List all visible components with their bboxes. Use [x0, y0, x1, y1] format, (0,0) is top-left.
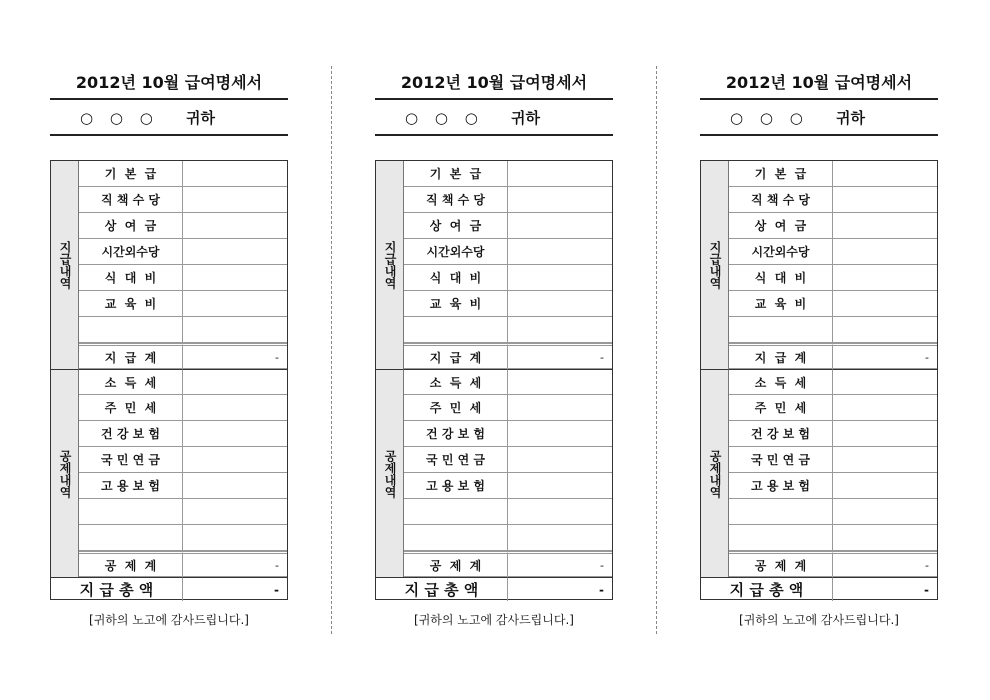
deduction-subtotal-label: 공 제 계 [729, 551, 833, 577]
title-rule [50, 98, 288, 100]
title-rule [375, 98, 613, 100]
deduction-subtotal-amount: - [508, 551, 612, 577]
deduction-item-amount[interactable] [183, 447, 287, 473]
deduction-item-label [79, 499, 183, 525]
deduction-item-amount[interactable] [508, 395, 612, 421]
payment-item-label: 식 대 비 [404, 265, 508, 291]
deduction-item-amount[interactable] [508, 447, 612, 473]
payment-item-amount[interactable] [508, 187, 612, 213]
deduction-item-amount[interactable] [183, 473, 287, 499]
deduction-item-amount[interactable] [183, 499, 287, 525]
payment-item-label: 시간외수당 [404, 239, 508, 265]
deduction-section-label: 공제내역 [51, 369, 79, 577]
deduction-item-label: 국 민 연 금 [729, 447, 833, 473]
net-pay-amount: - [833, 577, 937, 601]
payment-item-amount[interactable] [508, 265, 612, 291]
recipient-name: ○ ○ ○ [405, 109, 484, 127]
deduction-item-label [729, 525, 833, 551]
recipient-name: ○ ○ ○ [730, 109, 809, 127]
payment-item-label: 식 대 비 [729, 265, 833, 291]
payment-item-amount[interactable] [183, 265, 287, 291]
deduction-item-label [404, 499, 508, 525]
payment-item-amount[interactable] [833, 265, 937, 291]
deduction-item-label: 건 강 보 험 [404, 421, 508, 447]
payslip-title: 2012년 10월 급여명세서 [725, 73, 913, 92]
payment-item-label: 기 본 급 [404, 161, 508, 187]
payment-item-amount[interactable] [183, 161, 287, 187]
payment-item-label: 시간외수당 [729, 239, 833, 265]
payment-item-label [729, 317, 833, 343]
recipient-suffix: 귀하 [511, 109, 540, 127]
deduction-section-label: 공제내역 [376, 369, 404, 577]
deduction-item-label: 고 용 보 험 [729, 473, 833, 499]
thank-you-note: [귀하의 노고에 감사드립니다.] [414, 613, 574, 627]
payment-section-label: 지급내역 [376, 161, 404, 369]
payment-item-label: 상 여 금 [404, 213, 508, 239]
recipient-rule [700, 134, 938, 136]
deduction-item-amount[interactable] [833, 369, 937, 395]
payment-item-amount[interactable] [833, 291, 937, 317]
payment-item-amount[interactable] [183, 291, 287, 317]
deduction-item-label: 고 용 보 험 [404, 473, 508, 499]
payment-item-amount[interactable] [508, 161, 612, 187]
payment-item-amount[interactable] [508, 239, 612, 265]
recipient-name: ○ ○ ○ [80, 109, 159, 127]
net-pay-label: 지 급 총 액 [376, 577, 508, 601]
payment-item-label: 상 여 금 [729, 213, 833, 239]
payment-item-label: 상 여 금 [79, 213, 183, 239]
deduction-item-amount[interactable] [183, 369, 287, 395]
payslip-title: 2012년 10월 급여명세서 [75, 73, 263, 92]
deduction-item-amount[interactable] [183, 421, 287, 447]
payslip-table [50, 160, 288, 600]
payment-item-amount[interactable] [508, 213, 612, 239]
payment-subtotal-label: 지 급 계 [79, 343, 183, 369]
payment-item-label: 교 육 비 [79, 291, 183, 317]
payment-item-amount[interactable] [833, 187, 937, 213]
deduction-item-amount[interactable] [833, 421, 937, 447]
payment-item-label [404, 317, 508, 343]
deduction-item-label: 건 강 보 험 [79, 421, 183, 447]
payment-section-label: 지급내역 [701, 161, 729, 369]
payment-item-amount[interactable] [183, 317, 287, 343]
payment-item-label: 교 육 비 [729, 291, 833, 317]
payment-item-label: 직 책 수 당 [404, 187, 508, 213]
deduction-item-label: 건 강 보 험 [729, 421, 833, 447]
payment-item-label: 교 육 비 [404, 291, 508, 317]
payment-item-amount[interactable] [183, 239, 287, 265]
deduction-item-amount[interactable] [833, 473, 937, 499]
recipient-rule [50, 134, 288, 136]
deduction-subtotal-label: 공 제 계 [404, 551, 508, 577]
thank-you-note: [귀하의 노고에 감사드립니다.] [89, 613, 249, 627]
deduction-item-amount[interactable] [833, 447, 937, 473]
deduction-item-amount[interactable] [508, 525, 612, 551]
deduction-item-amount[interactable] [833, 499, 937, 525]
payment-item-amount[interactable] [833, 213, 937, 239]
deduction-item-label [404, 525, 508, 551]
payment-item-amount[interactable] [508, 291, 612, 317]
payment-item-amount[interactable] [833, 239, 937, 265]
payment-subtotal-label: 지 급 계 [729, 343, 833, 369]
payslip-title: 2012년 10월 급여명세서 [400, 73, 588, 92]
payment-item-amount[interactable] [833, 317, 937, 343]
recipient-suffix: 귀하 [836, 109, 865, 127]
deduction-item-label [79, 525, 183, 551]
payment-item-label: 직 책 수 당 [79, 187, 183, 213]
deduction-item-label: 주 민 세 [79, 395, 183, 421]
title-rule [700, 98, 938, 100]
payment-item-label [79, 317, 183, 343]
recipient-suffix: 귀하 [186, 109, 215, 127]
payment-item-amount[interactable] [183, 187, 287, 213]
deduction-item-label: 주 민 세 [404, 395, 508, 421]
payment-item-label: 직 책 수 당 [729, 187, 833, 213]
deduction-subtotal-label: 공 제 계 [79, 551, 183, 577]
deduction-item-label: 소 득 세 [729, 369, 833, 395]
payment-subtotal-amount: - [183, 343, 287, 369]
deduction-item-amount[interactable] [183, 395, 287, 421]
deduction-subtotal-amount: - [833, 551, 937, 577]
cut-line-divider [656, 66, 657, 634]
payment-item-amount[interactable] [833, 161, 937, 187]
payment-item-label: 기 본 급 [729, 161, 833, 187]
deduction-item-label: 주 민 세 [729, 395, 833, 421]
deduction-item-amount[interactable] [183, 525, 287, 551]
payslip-table [375, 160, 613, 600]
deduction-item-label: 소 득 세 [404, 369, 508, 395]
deduction-subtotal-amount: - [183, 551, 287, 577]
payment-section-label: 지급내역 [51, 161, 79, 369]
payment-item-amount[interactable] [183, 213, 287, 239]
deduction-item-label: 국 민 연 금 [404, 447, 508, 473]
payment-subtotal-amount: - [833, 343, 937, 369]
recipient-rule [375, 134, 613, 136]
net-pay-amount: - [508, 577, 612, 601]
payment-item-label: 식 대 비 [79, 265, 183, 291]
payment-item-amount[interactable] [508, 317, 612, 343]
deduction-item-label [729, 499, 833, 525]
deduction-item-label: 소 득 세 [79, 369, 183, 395]
deduction-item-amount[interactable] [508, 473, 612, 499]
deduction-item-amount[interactable] [508, 421, 612, 447]
thank-you-note: [귀하의 노고에 감사드립니다.] [739, 613, 899, 627]
deduction-item-amount[interactable] [508, 369, 612, 395]
payment-subtotal-label: 지 급 계 [404, 343, 508, 369]
net-pay-label: 지 급 총 액 [701, 577, 833, 601]
deduction-item-amount[interactable] [833, 525, 937, 551]
deduction-item-label: 고 용 보 험 [79, 473, 183, 499]
payslip-table [700, 160, 938, 600]
net-pay-amount: - [183, 577, 287, 601]
payment-subtotal-amount: - [508, 343, 612, 369]
deduction-item-label: 국 민 연 금 [79, 447, 183, 473]
payment-item-label: 기 본 급 [79, 161, 183, 187]
payment-item-label: 시간외수당 [79, 239, 183, 265]
deduction-item-amount[interactable] [833, 395, 937, 421]
deduction-section-label: 공제내역 [701, 369, 729, 577]
cut-line-divider [331, 66, 332, 634]
net-pay-label: 지 급 총 액 [51, 577, 183, 601]
deduction-item-amount[interactable] [508, 499, 612, 525]
